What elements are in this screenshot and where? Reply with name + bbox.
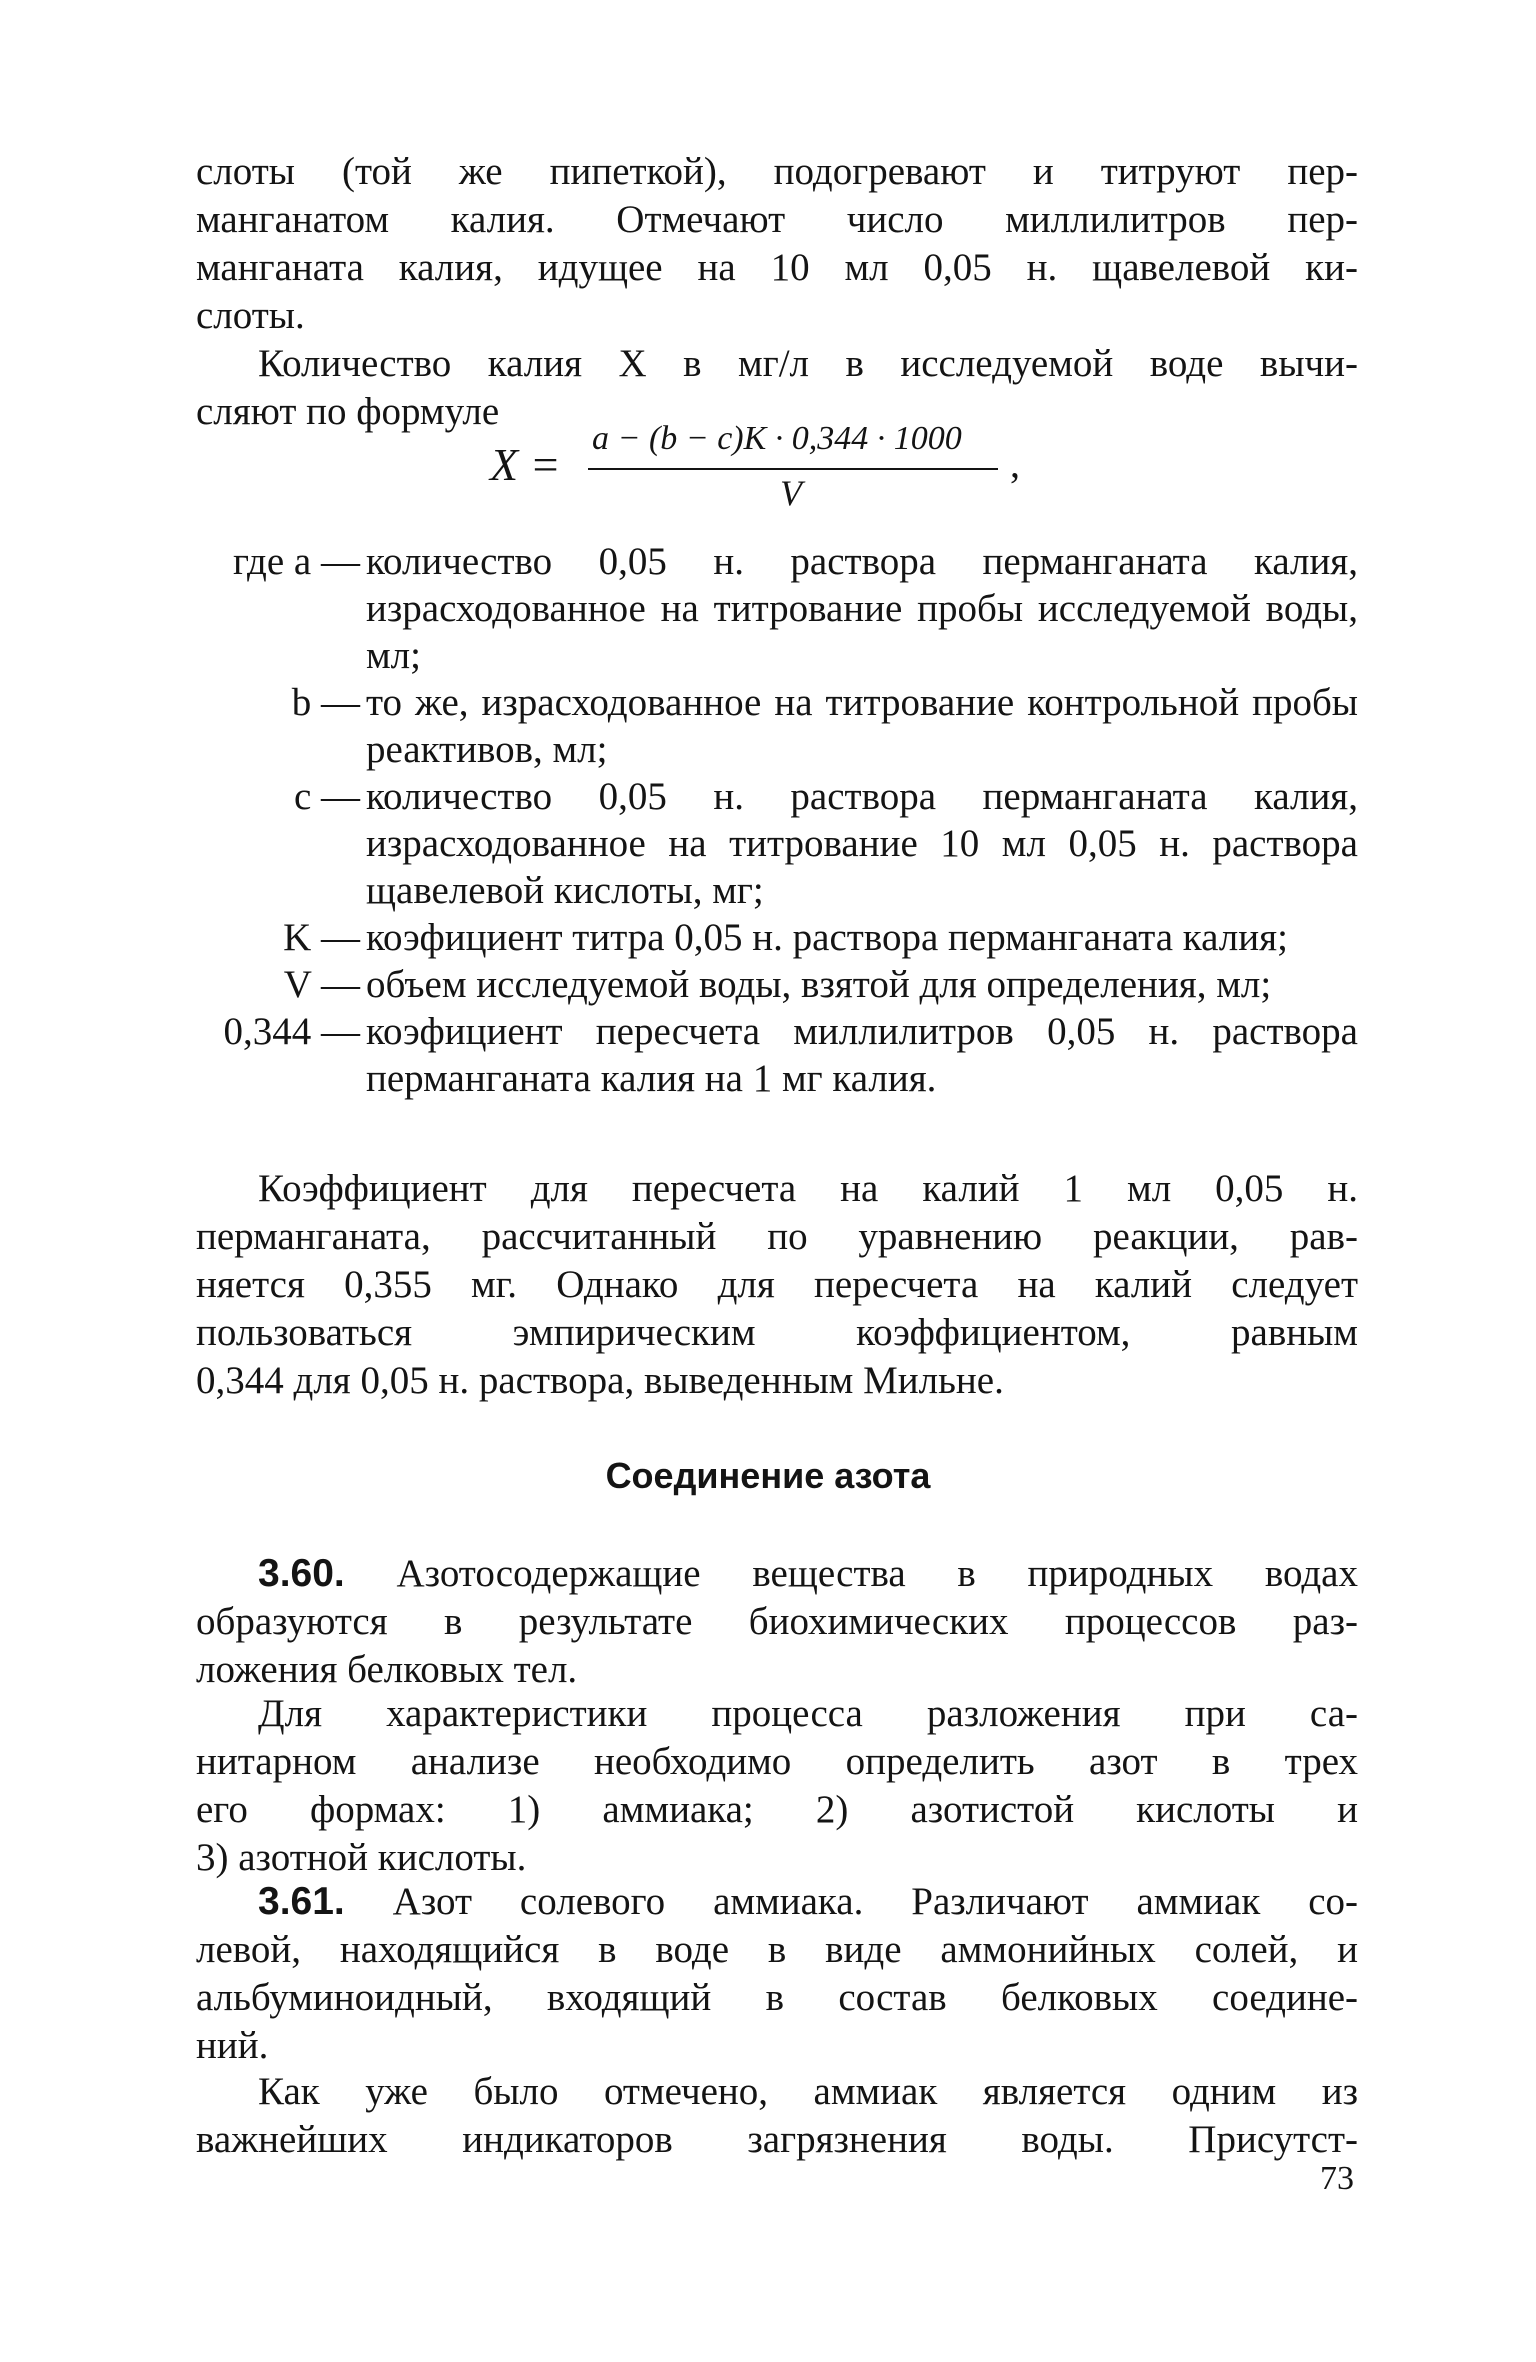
text-line (196, 1550, 1358, 1598)
text-line: манганатом калия. Отмечают число миллилитров пер- (196, 198, 1358, 241)
formula-trailing-comma: , (1010, 441, 1020, 486)
text-line: слоты (той же пипеткой), подогревают и титруют пер- (196, 150, 1358, 193)
text-line: ложения белковых тел. (196, 1648, 578, 1691)
definition-b (176, 679, 1358, 773)
text-line: образуются в результате биохимических процессов раз- (196, 1600, 1358, 1643)
definition-symbol: V — (283, 963, 360, 1006)
definition-symbol: c — (293, 775, 360, 818)
formula-numerator: a − (b − c)K · 0,344 · 1000 (592, 420, 962, 457)
text-line: Для характеристики процесса разложения при са- (258, 1692, 1358, 1735)
text-line: Коэффициент для пересчета на калий 1 мл 0,05 н. (258, 1167, 1358, 1210)
definition-c (176, 773, 1358, 914)
text-line (196, 1878, 1358, 1926)
definition-symbol: b — (291, 681, 360, 724)
text-fragment: Азотосодержащие вещества в природных водах (344, 1552, 1358, 1595)
fraction-bar (588, 468, 998, 470)
paragraph-3-61 (196, 1878, 1358, 2070)
paragraph-coefficient (196, 1165, 1358, 1405)
definition-text: объем исследуемой воды, взятой для определения, мл; (366, 963, 1272, 1006)
section-number: 3.60. (258, 1552, 345, 1595)
formula-lhs: X = (490, 439, 561, 490)
definition-coefficient (176, 1008, 1358, 1102)
definition-text: количество 0,05 н. раствора перманганата калия, израсходованное на титрование пробы исследуемой воды, мл; (366, 540, 1358, 677)
section-number: 3.61. (258, 1880, 345, 1923)
text-line: слоты. (196, 294, 305, 337)
section-heading: Соединение азота (605, 1455, 931, 1496)
definition-symbol: K — (283, 916, 360, 959)
paragraph-ammonia (196, 2068, 1358, 2164)
text-line: няется 0,355 мг. Однако для пересчета на калий следует (196, 1263, 1358, 1306)
text-line: левой, находящийся в воде в виде аммонийных солей, и (196, 1928, 1358, 1971)
variable-definitions (176, 538, 1358, 1102)
paragraph-continuation (196, 148, 1358, 340)
paragraph-3-60 (196, 1550, 1358, 1694)
page-number: 73 (1320, 2160, 1354, 2197)
potassium-formula (490, 420, 1050, 530)
text-line: нитарном анализе необходимо определить азот в трех (196, 1740, 1358, 1783)
text-line: 0,344 для 0,05 н. раствора, выведенным Мильне. (196, 1359, 1004, 1402)
definition-text: коэфициент пересчета миллилитров 0,05 н. раствора перманганата калия на 1 мг калия. (366, 1010, 1358, 1100)
text-line: 3) азотной кислоты. (196, 1836, 527, 1879)
text-line: его формах: 1) аммиака; 2) азотистой кислоты и (196, 1788, 1358, 1831)
paragraph-nitrogen-forms (196, 1690, 1358, 1882)
text-line: манганата калия, идущее на 10 мл 0,05 н. щавелевой ки- (196, 246, 1358, 289)
text-line: пользоваться эмпирическим коэффициентом, равным (196, 1311, 1358, 1354)
text-line: альбуминоидный, входящий в состав белковых соедине- (196, 1976, 1358, 2019)
text-line: перманганата, рассчитанный по уравнению реакции, рав- (196, 1215, 1358, 1258)
definition-text: количество 0,05 н. раствора перманганата калия, израсходованное на титрование 10 мл 0,05 н. раствора щавелевой кислоты, мг; (366, 775, 1358, 912)
text-fragment: Азот солевого аммиака. Различают аммиак со- (344, 1880, 1358, 1923)
definition-a (176, 538, 1358, 679)
definition-text: коэфициент титра 0,05 н. раствора перманганата калия; (366, 916, 1288, 959)
text-line: Как уже было отмечено, аммиак является одним из (258, 2070, 1358, 2113)
text-line: ний. (196, 2024, 269, 2067)
formula-denominator: V (780, 473, 802, 513)
definition-symbol: где a — (232, 540, 360, 583)
text-line: сляют по формуле (196, 390, 500, 433)
text-line: важнейших индикаторов загрязнения воды. Присутст- (196, 2118, 1358, 2161)
definition-k (176, 914, 1358, 961)
definition-symbol: 0,344 — (223, 1010, 360, 1053)
definition-text: то же, израсходованное на титрование контрольной пробы реактивов, мл; (366, 681, 1358, 771)
definition-v (176, 961, 1358, 1008)
text-line: Количество калия X в мг/л в исследуемой воде вычи- (258, 342, 1358, 385)
